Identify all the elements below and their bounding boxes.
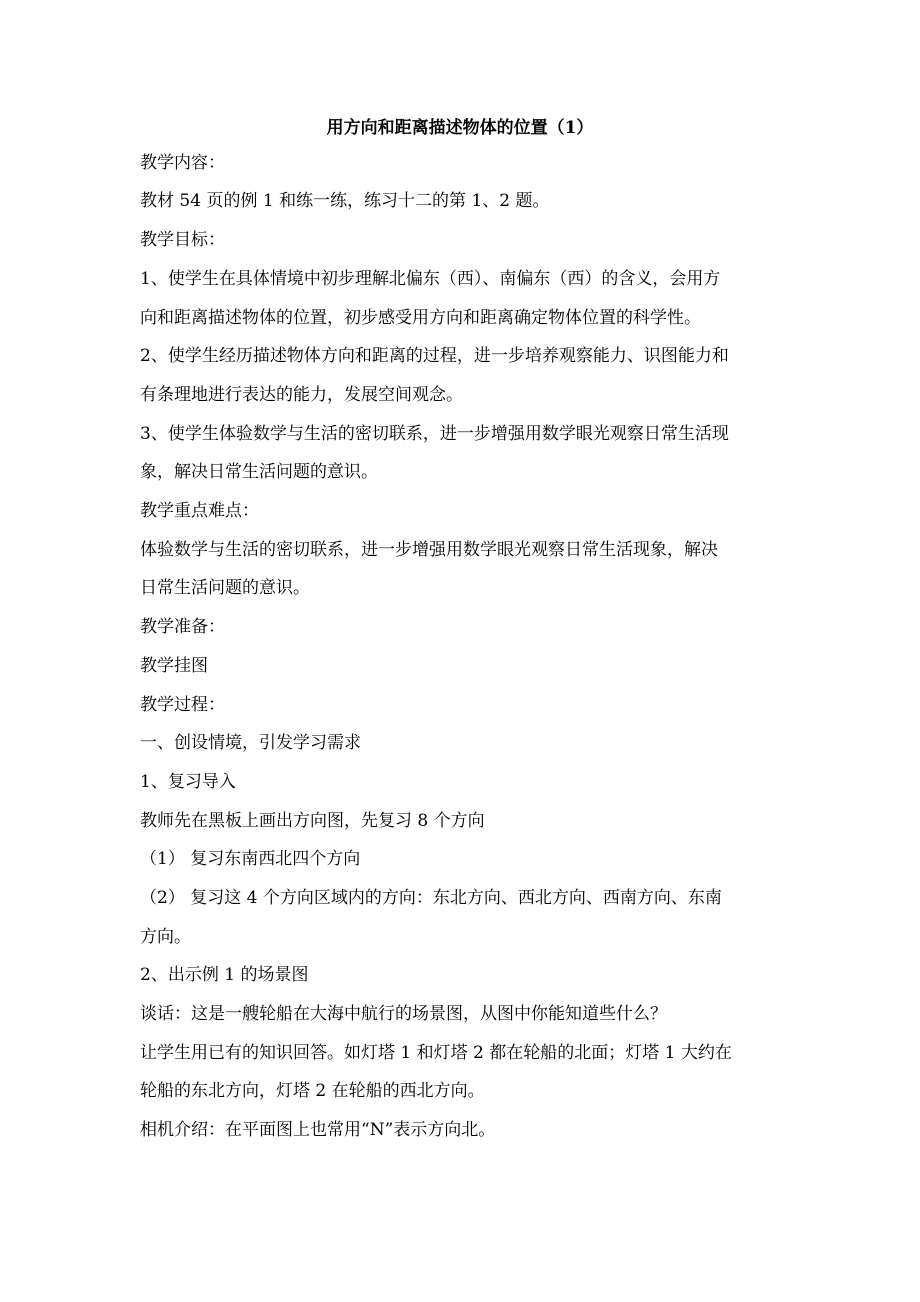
text-line: 教师先在黑板上画出方向图，先复习 8 个方向 bbox=[140, 811, 485, 831]
text-line: 2、出示例 1 的场景图 bbox=[140, 965, 309, 985]
text-line: 1、复习导入 bbox=[140, 772, 236, 792]
document-title: 用方向和距离描述物体的位置（1） bbox=[326, 118, 594, 138]
text-line: 1、使学生在具体情境中初步理解北偏东（西）、南偏东（西）的含义，会用方 bbox=[140, 269, 721, 289]
text-line: 教学内容： bbox=[140, 153, 225, 173]
text-line: 教材 54 页的例 1 和练一练，练习十二的第 1、2 题。 bbox=[140, 191, 550, 211]
text-line: （2） 复习这 4 个方向区域内的方向：东北方向、西北方向、西南方向、东南 bbox=[140, 888, 722, 908]
text-line: 象，解决日常生活问题的意识。 bbox=[140, 462, 378, 482]
text-line: 相机介绍：在平面图上也常用“N”表示方向北。 bbox=[140, 1120, 496, 1140]
text-line: 2、使学生经历描述物体方向和距离的过程，进一步培养观察能力、识图能力和 bbox=[140, 346, 729, 366]
text-line: 有条理地进行表达的能力，发展空间观念。 bbox=[140, 385, 463, 405]
text-line: 让学生用已有的知识回答。如灯塔 1 和灯塔 2 都在轮船的北面；灯塔 1 大约在 bbox=[140, 1043, 732, 1063]
text-line: 轮船的东北方向，灯塔 2 在轮船的西北方向。 bbox=[140, 1081, 485, 1101]
text-line: 教学目标： bbox=[140, 230, 225, 250]
text-line: 向和距离描述物体的位置，初步感受用方向和距离确定物体位置的科学性。 bbox=[140, 308, 701, 328]
text-line: 方向。 bbox=[140, 927, 191, 947]
text-line: 教学准备： bbox=[140, 617, 225, 637]
text-line: 谈话：这是一艘轮船在大海中航行的场景图，从图中你能知道些什么？ bbox=[140, 1004, 667, 1024]
text-line: 日常生活问题的意识。 bbox=[140, 578, 310, 598]
text-line: 3、使学生体验数学与生活的密切联系，进一步增强用数学眼光观察日常生活现 bbox=[140, 424, 729, 444]
text-line: 一、创设情境，引发学习需求 bbox=[140, 733, 361, 753]
text-line: （1） 复习东南西北四个方向 bbox=[140, 849, 361, 869]
text-line: 教学过程： bbox=[140, 695, 225, 715]
text-line: 教学重点难点： bbox=[140, 501, 259, 521]
text-line: 体验数学与生活的密切联系，进一步增强用数学眼光观察日常生活现象，解决 bbox=[140, 540, 718, 560]
text-line: 教学挂图 bbox=[140, 656, 208, 676]
